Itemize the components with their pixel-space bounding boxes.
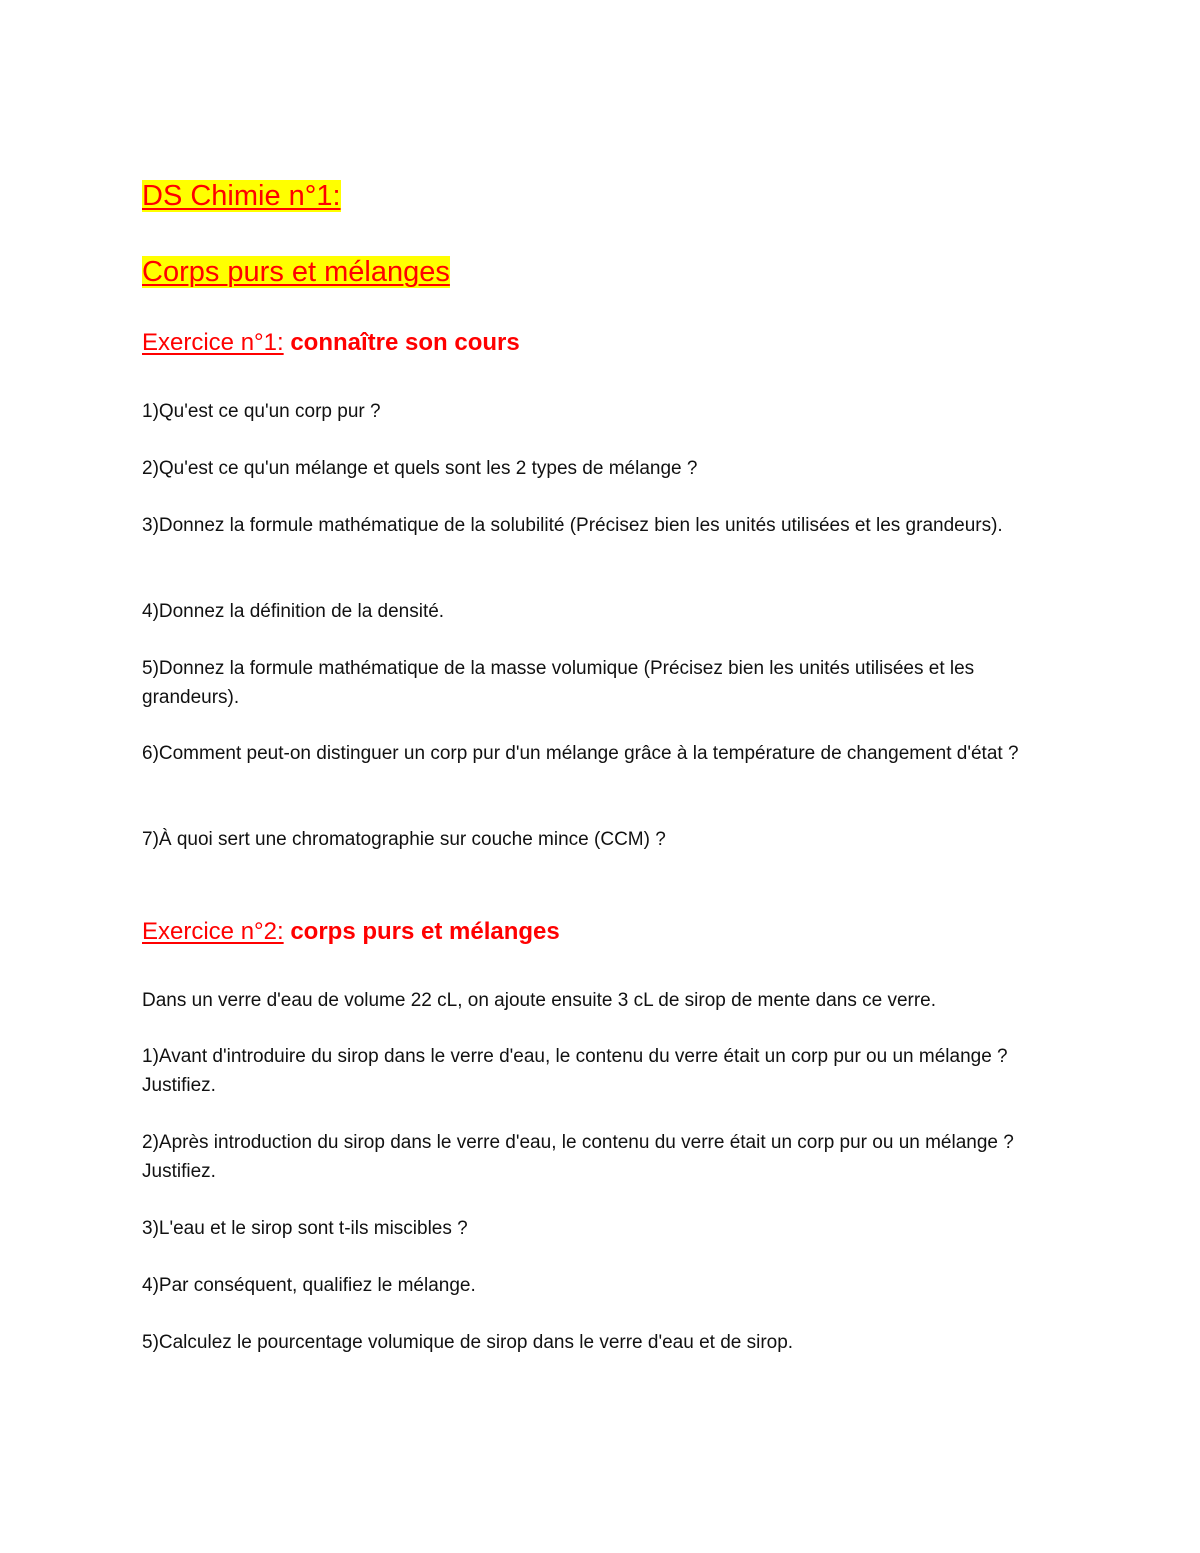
document-title bbox=[142, 178, 341, 214]
exercise-1-title: connaître son cours bbox=[283, 329, 520, 356]
exercise-1-label: Exercice n°1: bbox=[142, 329, 284, 356]
document-subtitle-text: Corps purs et mélanges bbox=[142, 256, 450, 288]
exercise-2-question-5: 5)Calculez le pourcentage volumique de sirop dans le verre d'eau et de sirop. bbox=[142, 1332, 794, 1353]
exercise-2-title: corps purs et mélanges bbox=[283, 918, 560, 945]
exercise-1-question-6: 6)Comment peut-on distinguer un corp pur d'un mélange grâce à la température de changement d'état ? bbox=[142, 743, 1019, 764]
exercise-1-question-4: 4)Donnez la définition de la densité. bbox=[142, 601, 445, 622]
exercise-1-question-2: 2)Qu'est ce qu'un mélange et quels sont les 2 types de mélange ? bbox=[142, 458, 698, 479]
exercise-1-question-5: 5)Donnez la formule mathématique de la masse volumique (Précisez bien les unités utilisées et les grandeurs). bbox=[142, 658, 975, 708]
exercise-1-heading bbox=[142, 328, 520, 358]
exercise-2-question-2: 2)Après introduction du sirop dans le verre d'eau, le contenu du verre était un corp pur ou un mélange ? Justifiez. bbox=[142, 1132, 1014, 1182]
exercise-2-heading bbox=[142, 917, 560, 947]
exercise-2-question-3: 3)L'eau et le sirop sont t-ils miscibles ? bbox=[142, 1218, 468, 1239]
exercise-2-question-1: 1)Avant d'introduire du sirop dans le verre d'eau, le contenu du verre était un corp pur ou un mélange ? Justifiez. bbox=[142, 1046, 1008, 1096]
exercise-1-question-7: 7)À quoi sert une chromatographie sur couche mince (CCM) ? bbox=[142, 829, 666, 850]
document-title-text: DS Chimie n°1: bbox=[142, 180, 341, 212]
exercise-2-label: Exercice n°2: bbox=[142, 918, 284, 945]
exercise-2-question-4: 4)Par conséquent, qualifiez le mélange. bbox=[142, 1275, 476, 1296]
exercise-1-question-3: 3)Donnez la formule mathématique de la solubilité (Précisez bien les unités utilisées et les grandeurs). bbox=[142, 515, 1003, 536]
exercise-1-question-1: 1)Qu'est ce qu'un corp pur ? bbox=[142, 401, 381, 422]
exercise-2-intro: Dans un verre d'eau de volume 22 cL, on ajoute ensuite 3 cL de sirop de mente dans ce verre. bbox=[142, 990, 937, 1011]
document-subtitle bbox=[142, 254, 450, 290]
